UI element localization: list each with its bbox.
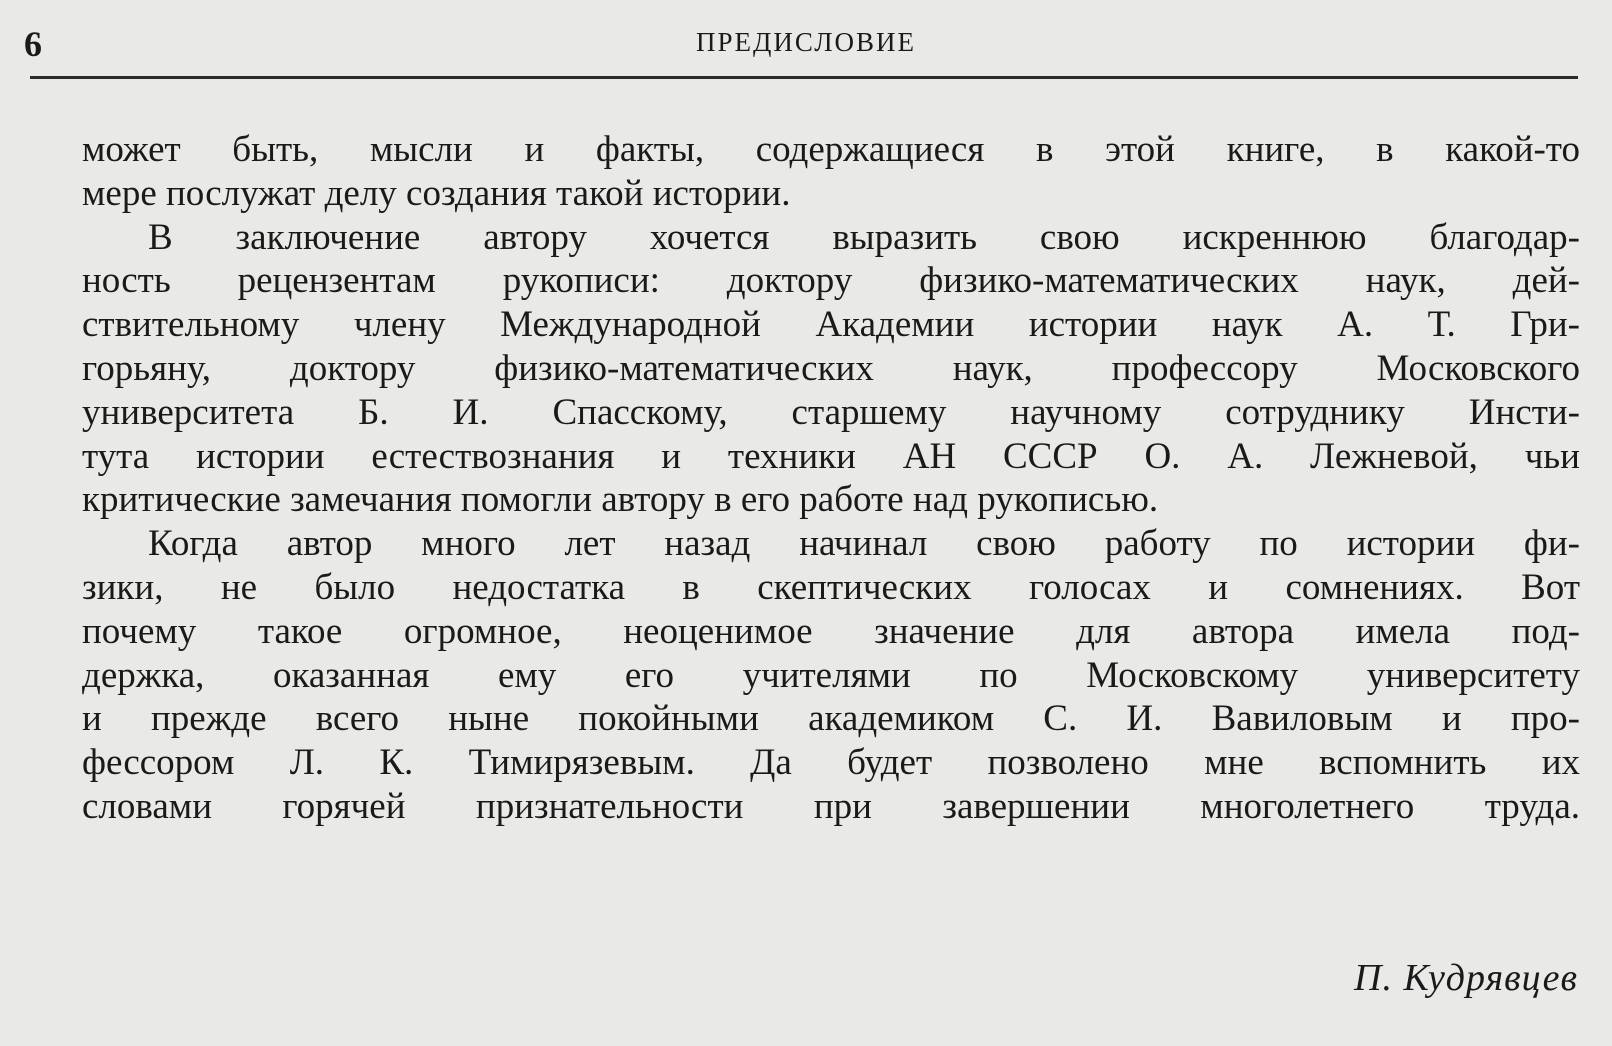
text-line: тута истории естествознания и техники АН СССР О. А. Лежневой, чьи xyxy=(82,435,1580,477)
page-number: 6 xyxy=(24,24,42,64)
text-line: ность рецензентам рукописи: доктору физико-математических наук, дей- xyxy=(82,260,1580,302)
text-line: университета Б. И. Спасскому, старшему научному сотруднику Инсти- xyxy=(82,391,1580,433)
text-line: фессором Л. К. Тимирязевым. Да будет позволено мне вспомнить их xyxy=(82,742,1580,784)
running-head: ПРЕДИСЛОВИЕ xyxy=(695,27,917,57)
text-line: критические замечания помогли автору в его работе над рукописью. xyxy=(82,479,1159,521)
body-text xyxy=(82,128,1580,829)
text-line: почему такое огромное, неоценимое значение для автора имела под- xyxy=(82,610,1580,652)
text-line: может быть, мысли и факты, содержащиеся в этой книге, в какой-то xyxy=(82,129,1580,170)
text-line: и прежде всего ныне покойными академиком С. И. Вавиловым и про- xyxy=(82,698,1580,740)
author-signature: П. Кудрявцев xyxy=(1354,957,1578,999)
text-line: ствительному члену Международной Академии истории наук А. Т. Гри- xyxy=(82,304,1580,346)
header-rule xyxy=(30,76,1578,79)
text-line: словами горячей признательности при завершении многолетнего труда. xyxy=(82,785,1580,827)
text-line: Когда автор много лет назад начинал свою работу по истории фи- xyxy=(148,523,1580,565)
text-line: держка, оказанная ему его учителями по Московскому университету xyxy=(82,654,1580,696)
text-line: В заключение автору хочется выразить свою искреннюю благодар- xyxy=(148,216,1580,258)
text-line: горьяну, доктору физико-математических наук, профессору Московского xyxy=(82,347,1580,389)
text-line: мере послужат делу создания такой истории. xyxy=(82,172,791,214)
text-line: зики, не было недостатка в скептических голосах и сомнениях. Вот xyxy=(82,566,1580,608)
